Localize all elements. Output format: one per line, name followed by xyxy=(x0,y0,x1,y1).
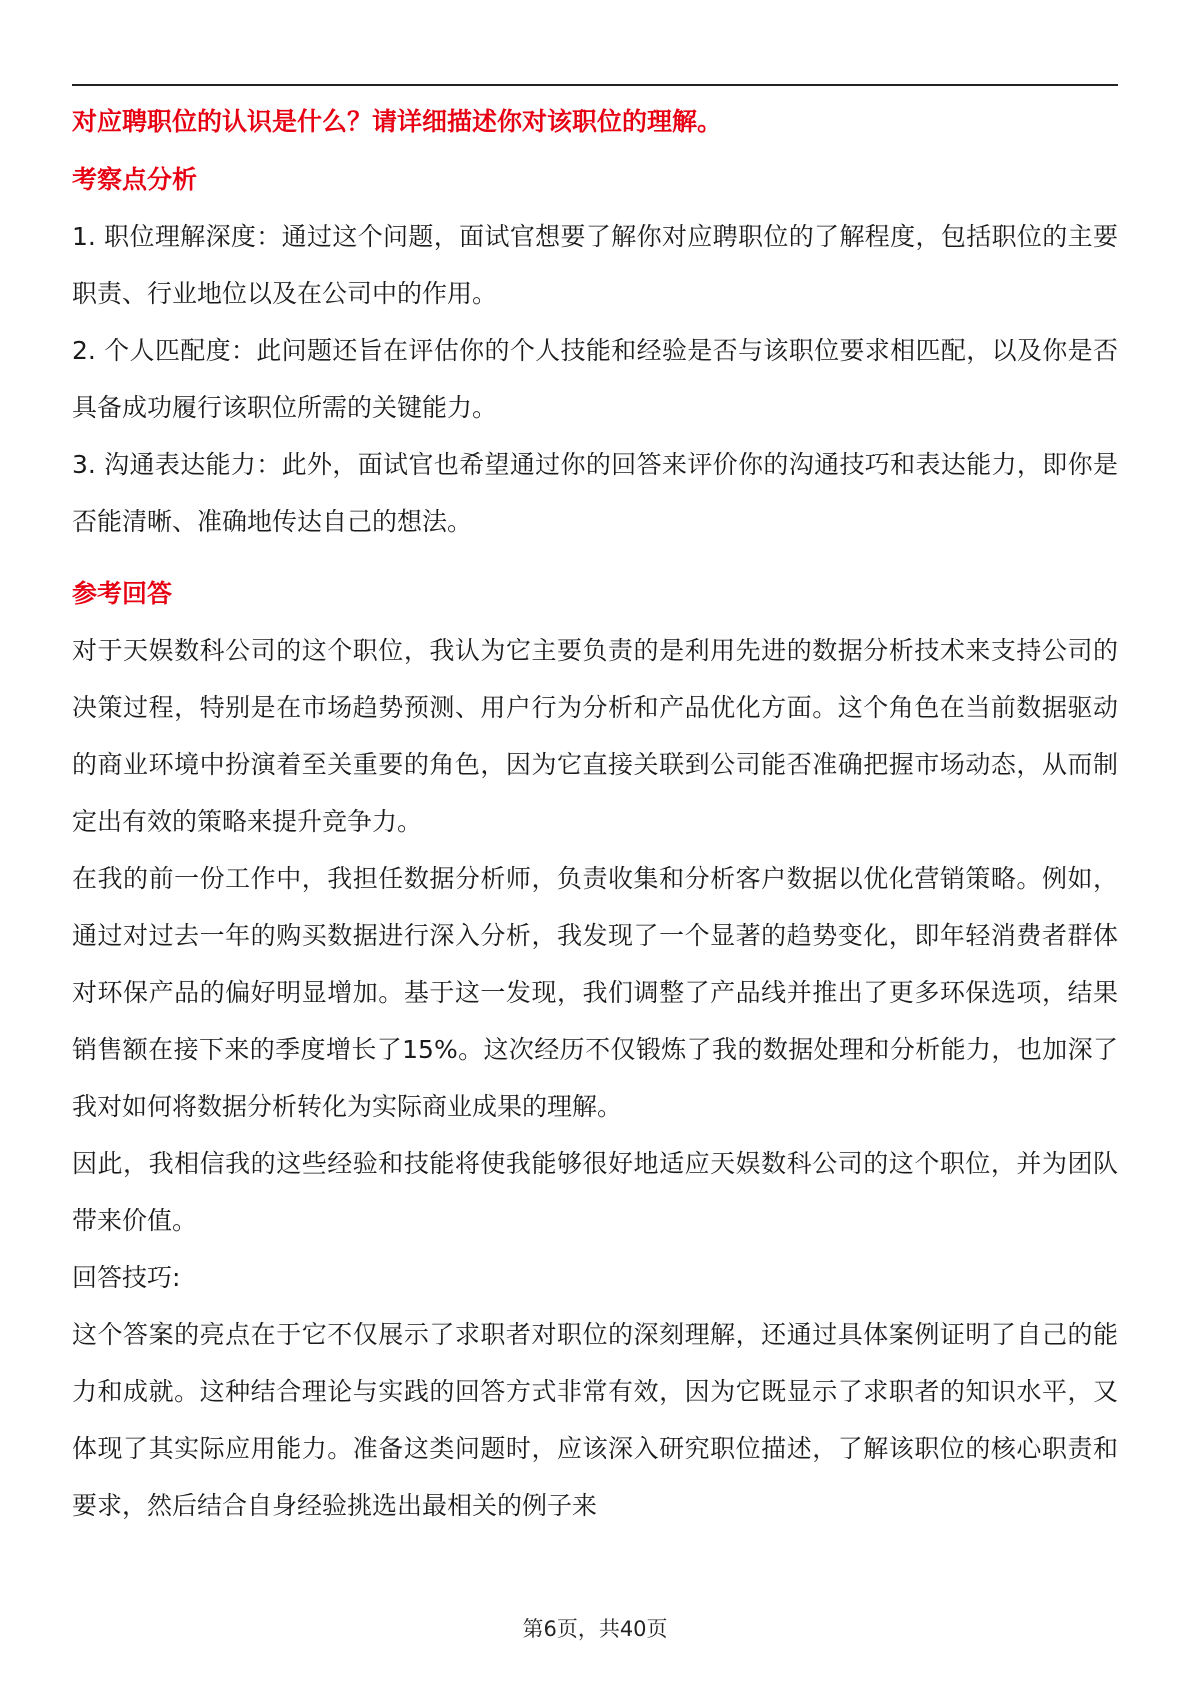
page-number: 第6页，共40页 xyxy=(522,1617,668,1641)
analysis-heading: 考察点分析 xyxy=(72,165,198,194)
answer-paragraph-1: 对于天娱数科公司的这个职位，我认为它主要负责的是利用先进的数据分析技术来支持公司的决策过程，特别是在市场趋势预测、用户行为分析和产品优化方面。这个角色在当前数据驱动的商业环境中扮演着至关重要的角色，因为它直接关联到公司能否准确把握市场动态，从而制定出有效的策略来提升竞争力。 xyxy=(72,636,1118,836)
question-title: 对应聘职位的认识是什么？请详细描述你对该职位的理解。 xyxy=(72,107,723,136)
header-rule xyxy=(72,84,1118,86)
tips-label: 回答技巧: xyxy=(72,1263,181,1292)
analysis-point-2: 2. 个人匹配度：此问题还旨在评估你的个人技能和经验是否与该职位要求相匹配，以及你是否具备成功履行该职位所需的关键能力。 xyxy=(72,336,1118,422)
answer-paragraph-3: 因此，我相信我的这些经验和技能将使我能够很好地适应天娱数科公司的这个职位，并为团队带来价值。 xyxy=(72,1149,1118,1235)
answer-paragraph-2: 在我的前一份工作中，我担任数据分析师，负责收集和分析客户数据以优化营销策略。例如，通过对过去一年的购买数据进行深入分析，我发现了一个显著的趋势变化，即年轻消费者群体对环保产品的偏好明显增加。基于这一发现，我们调整了产品线并推出了更多环保选项，结果销售额在接下来的季度增长了15%。这次经历不仅锻炼了我的数据处理和分析能力，也加深了我对如何将数据分析转化为实际商业成果的理解。 xyxy=(72,864,1118,1121)
analysis-point-1: 1. 职位理解深度：通过这个问题，面试官想要了解你对应聘职位的了解程度，包括职位的主要职责、行业地位以及在公司中的作用。 xyxy=(72,222,1118,308)
page-content xyxy=(72,100,1118,1534)
tips-paragraph: 这个答案的亮点在于它不仅展示了求职者对职位的深刻理解，还通过具体案例证明了自己的能力和成就。这种结合理论与实践的回答方式非常有效，因为它既显示了求职者的知识水平，又体现了其实际应用能力。准备这类问题时，应该深入研究职位描述，了解该职位的核心职责和要求，然后结合自身经验挑选出最相关的例子来 xyxy=(72,1320,1118,1520)
answer-heading: 参考回答 xyxy=(72,579,173,608)
analysis-point-3: 3. 沟通表达能力：此外，面试官也希望通过你的回答来评价你的沟通技巧和表达能力，即你是否能清晰、准确地传达自己的想法。 xyxy=(72,450,1118,536)
